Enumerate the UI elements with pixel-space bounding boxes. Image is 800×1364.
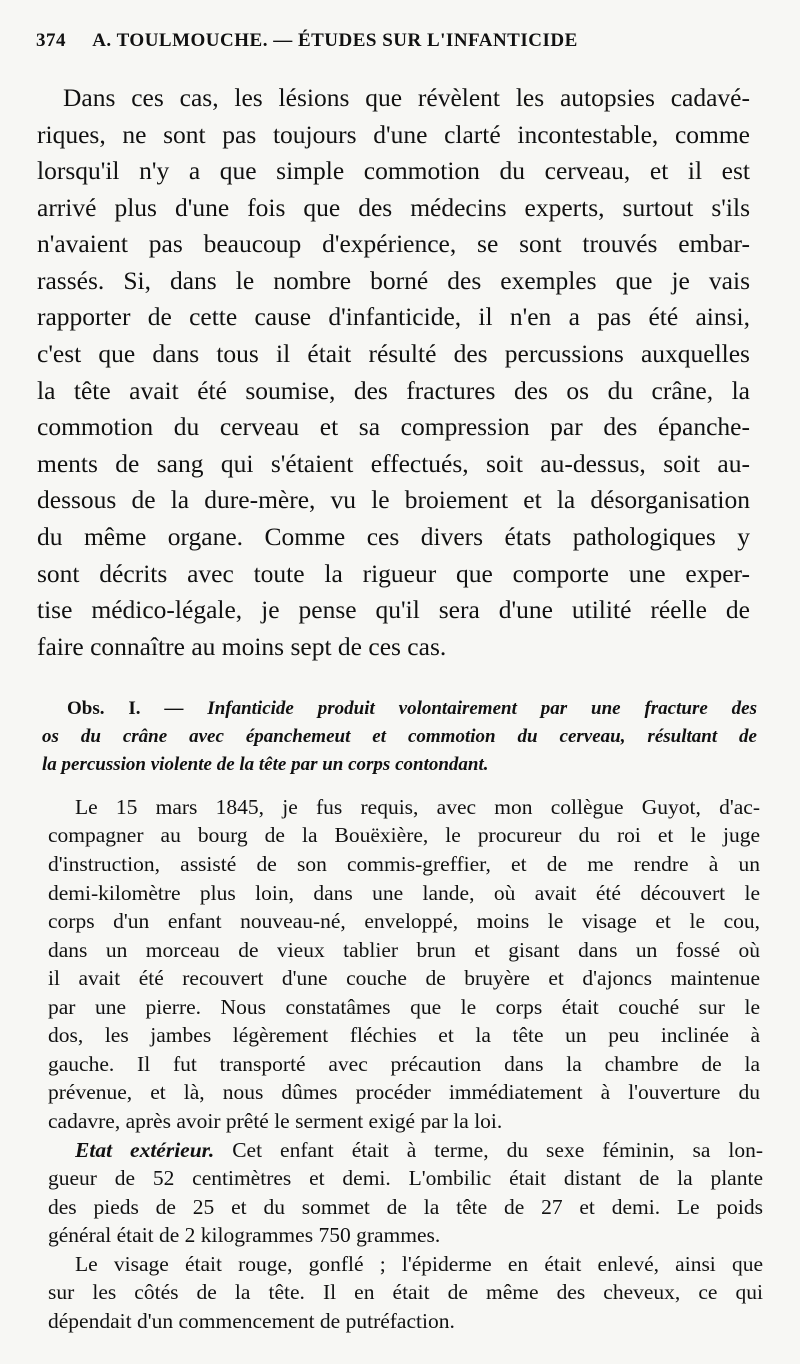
text-line: dans un morceau de vieux tablier brun et gisant dans un fossé où xyxy=(48,938,760,962)
page-number: 374 xyxy=(36,30,66,51)
text-line: n'avaient pas beaucoup d'expérience, se sont trouvés embar- xyxy=(37,229,750,258)
text-line: rapporter de cette cause d'infanticide, il n'en a pas été ainsi, xyxy=(37,302,750,331)
text-line: dessous de la dure-mère, vu le broiement et la désorganisation xyxy=(37,485,750,514)
text-line xyxy=(75,1136,763,1164)
text-line: c'est que dans tous il était résulté des percussions auxquelles xyxy=(37,339,750,368)
running-title: A. TOULMOUCHE. — ÉTUDES SUR L'INFANTICIDE xyxy=(92,30,578,51)
text-line: tise médico-légale, je pense qu'il sera d'une utilité réelle de xyxy=(37,595,750,624)
section-lead: Etat extérieur. xyxy=(75,1138,215,1162)
text-line: compagner au bourg de la Bouëxière, le procureur du roi et le juge xyxy=(48,823,760,847)
text-line: du même organe. Comme ces divers états pathologiques y xyxy=(37,522,750,551)
text-line xyxy=(67,695,757,723)
text-line: Dans ces cas, les lésions que révèlent les autopsies cadavé- xyxy=(63,83,750,112)
text-line: sont décrits avec toute la rigueur que comporte une exper- xyxy=(37,559,750,588)
text-line: gueur de 52 centimètres et demi. L'ombilic était distant de la plante xyxy=(48,1166,763,1190)
text-line: la tête avait été soumise, des fractures des os du crâne, la xyxy=(37,376,750,405)
running-header xyxy=(36,30,766,66)
text-line: dos, les jambes légèrement fléchies et la tête un peu inclinée à xyxy=(48,1023,760,1047)
text-line: riques, ne sont pas toujours d'une clarté incontestable, comme xyxy=(37,120,750,149)
text-line: Le visage était rouge, gonflé ; l'épiderme en était enlevé, ainsi que xyxy=(75,1252,763,1276)
text-line: prévenue, et là, nous dûmes procéder immédiatement à l'ouverture du xyxy=(48,1080,760,1104)
text-line: arrivé plus d'une fois que des médecins experts, surtout s'ils xyxy=(37,193,750,222)
text-line: demi-kilomètre plus loin, dans une lande, où avait été découvert le xyxy=(48,881,760,905)
text-line: il avait été recouvert d'une couche de bruyère et d'ajoncs maintenue xyxy=(48,966,760,990)
text-line: faire connaître au moins sept de ces cas. xyxy=(37,632,447,661)
observation-title-line: la percussion violente de la tête par un corps contondant. xyxy=(42,754,489,775)
text-line: cadavre, après avoir prêté le serment exigé par la loi. xyxy=(48,1109,503,1133)
text-line: général était de 2 kilogrammes 750 grammes. xyxy=(48,1223,441,1247)
text-line: commotion du cerveau et sa compression par des épanche- xyxy=(37,412,750,441)
text-line: sur les côtés de la tête. Il en était de même des cheveux, ce qui xyxy=(48,1280,763,1304)
observation-title-line: Infanticide produit volontairement par une fracture des xyxy=(207,698,757,719)
text-line: rassés. Si, dans le nombre borné des exemples que je vais xyxy=(37,266,750,295)
text-line: corps d'un enfant nouveau-né, enveloppé, moins le visage et le cou, xyxy=(48,909,760,933)
text-line: dépendait d'un commencement de putréfaction. xyxy=(48,1309,455,1333)
observation-title-line: os du crâne avec épanchemeut et commotion du cerveau, résultant de xyxy=(42,726,757,747)
observation-lead: Obs. I. — xyxy=(67,698,184,719)
text-line: d'instruction, assisté de son commis-greffier, et de me rendre à un xyxy=(48,852,760,876)
text-line: gauche. Il fut transporté avec précaution dans la chambre de la xyxy=(48,1052,760,1076)
text-span: Cet enfant était à terme, du sexe féminin, sa lon- xyxy=(214,1138,763,1162)
text-line: par une pierre. Nous constatâmes que le corps était couché sur le xyxy=(48,995,760,1019)
text-line: ments de sang qui s'étaient effectués, soit au-dessus, soit au- xyxy=(37,449,750,478)
text-line: lorsqu'il n'y a que simple commotion du cerveau, et il est xyxy=(37,156,750,185)
text-line: des pieds de 25 et du sommet de la tête de 27 et demi. Le poids xyxy=(48,1195,763,1219)
text-line: Le 15 mars 1845, je fus requis, avec mon collègue Guyot, d'ac- xyxy=(75,795,760,819)
